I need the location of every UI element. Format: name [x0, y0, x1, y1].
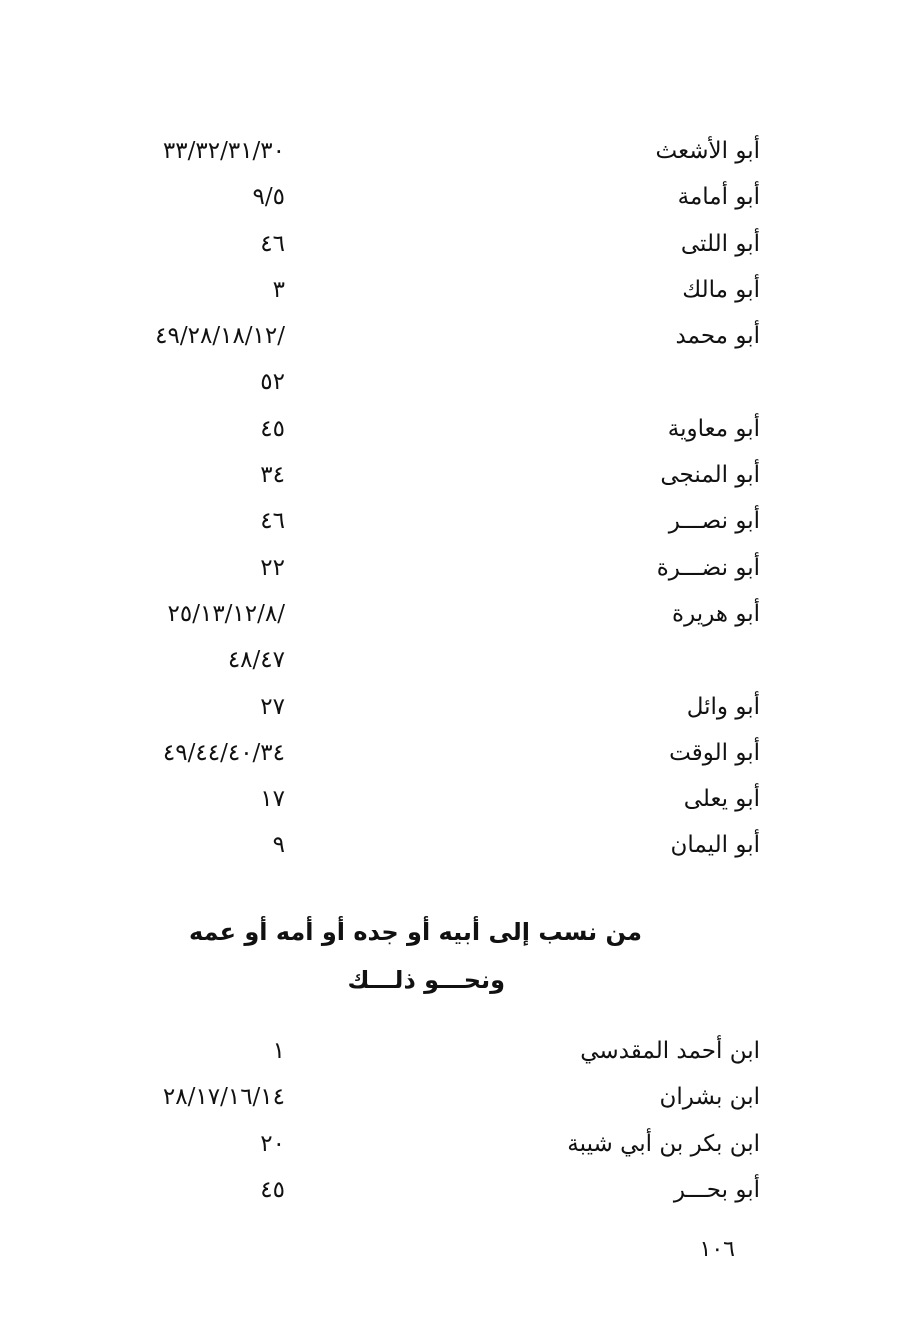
index-entry: [100, 128, 760, 174]
entry-pages: ٢٠: [260, 1130, 285, 1157]
entry-name: أبو مالك: [682, 276, 760, 303]
entry-pages: ٩/٥: [252, 184, 285, 211]
index-entry: [100, 267, 760, 313]
index-entry: [100, 1121, 760, 1167]
entry-name: أبو بحـــر: [673, 1176, 760, 1203]
index-entry: [100, 174, 760, 220]
entry-name: أبو الوقت: [669, 739, 760, 766]
entry-pages: ٤٦: [260, 508, 285, 535]
index-list-kunya: [100, 128, 760, 869]
index-entry: [100, 1167, 760, 1213]
entry-pages: ٣٤: [260, 462, 285, 489]
entry-name: أبو المنجى: [660, 462, 760, 489]
entry-name: ابن أحمد المقدسي: [580, 1038, 760, 1064]
entry-name: ابن بشران: [659, 1084, 760, 1111]
entry-name: أبو أمامة: [677, 184, 760, 211]
index-entry: [100, 1074, 760, 1120]
section-heading-line-2: ونحـــو ذلـــك: [347, 966, 505, 994]
entry-name: أبو الأشعث: [655, 138, 760, 164]
index-entry-continuation: [100, 359, 760, 405]
entry-name: أبو وائل: [686, 693, 760, 720]
entry-pages: ٥٢: [260, 369, 285, 396]
entry-name: أبو نصـــر: [668, 508, 760, 535]
entry-pages: ١: [272, 1038, 285, 1064]
entry-name: أبو محمد: [675, 323, 760, 350]
page-number: ١٠٦: [699, 1237, 735, 1262]
entry-pages: ٩: [272, 832, 285, 859]
entry-pages: ٤٩/٤٤/٤٠/٣٤: [162, 739, 285, 766]
entry-pages: ٢٨/١٧/١٦/١٤: [162, 1084, 285, 1111]
index-entry: [100, 684, 760, 730]
entry-pages: /٤٩/٢٨/١٨/١٢: [155, 323, 285, 350]
index-entry: [100, 591, 760, 637]
section-heading-line-1: من نسب إلى أبيه أو جده أو أمه أو عمه: [188, 918, 642, 946]
index-entry: [100, 545, 760, 591]
index-entry: [100, 452, 760, 498]
entry-name: أبو معاوية: [667, 415, 760, 442]
index-entry: [100, 1028, 760, 1074]
index-entry: [100, 822, 760, 868]
entry-pages: ٤٥: [260, 415, 285, 442]
index-entry-continuation: [100, 637, 760, 683]
entry-pages: ٤٥: [260, 1176, 285, 1203]
entry-pages: ٤٨/٤٧: [227, 647, 285, 674]
index-entry: [100, 776, 760, 822]
index-list-nisba: [100, 1028, 760, 1213]
entry-pages: ٤٦: [260, 230, 285, 257]
entry-pages: ٢٢: [260, 554, 285, 581]
index-entry: [100, 313, 760, 359]
entry-name: أبو نضـــرة: [656, 554, 760, 581]
entry-name: أبو يعلى: [683, 786, 760, 813]
entry-pages: /٢٥/١٣/١٢/٨: [167, 600, 285, 627]
index-entry: [100, 406, 760, 452]
index-entry: [100, 498, 760, 544]
entry-name: ابن بكر بن أبي شيبة: [567, 1130, 760, 1157]
entry-name: أبو اللتى: [680, 230, 760, 257]
index-entry: [100, 221, 760, 267]
entry-name: أبو هريرة: [672, 600, 760, 627]
entry-pages: ٣٣/٣٢/٣١/٣٠: [162, 138, 285, 164]
entry-pages: ١٧: [260, 786, 285, 813]
entry-pages: ٣: [272, 276, 285, 303]
index-entry: [100, 730, 760, 776]
entry-name: أبو اليمان: [670, 832, 760, 859]
entry-pages: ٢٧: [260, 693, 285, 720]
